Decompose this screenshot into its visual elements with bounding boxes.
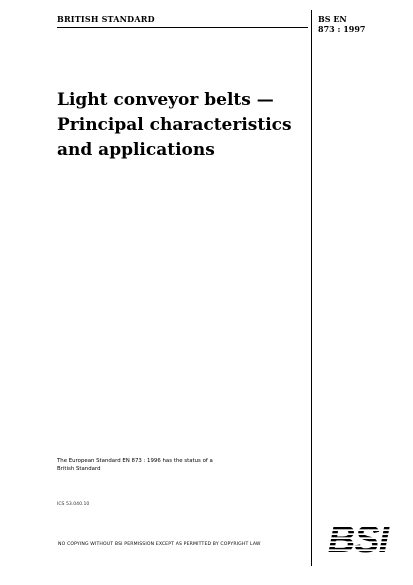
title-line-2: Principal characteristics: [57, 115, 292, 135]
status-note-line2: British Standard: [57, 466, 101, 472]
bsi-logo-icon: [318, 519, 398, 557]
standard-number-line1: BS EN: [318, 14, 347, 24]
status-note-line1: The European Standard EN 873 : 1996 has the status of a: [57, 458, 213, 464]
standard-number-line2: 873 : 1997: [318, 24, 366, 34]
document-title: [57, 88, 307, 163]
vertical-divider: [311, 10, 312, 566]
title-line-1: Light conveyor belts —: [57, 90, 274, 110]
title-line-3: and applications: [57, 140, 215, 160]
ics-code: ICS 53.040.10: [57, 502, 90, 507]
header-divider: [57, 27, 308, 28]
status-note: [57, 457, 297, 473]
copyright-notice: NO COPYING WITHOUT BSI PERMISSION EXCEPT AS PERMITTED BY COPYRIGHT LAW: [58, 542, 261, 547]
document-type-label: BRITISH STANDARD: [57, 14, 155, 24]
standard-number: [318, 14, 366, 34]
